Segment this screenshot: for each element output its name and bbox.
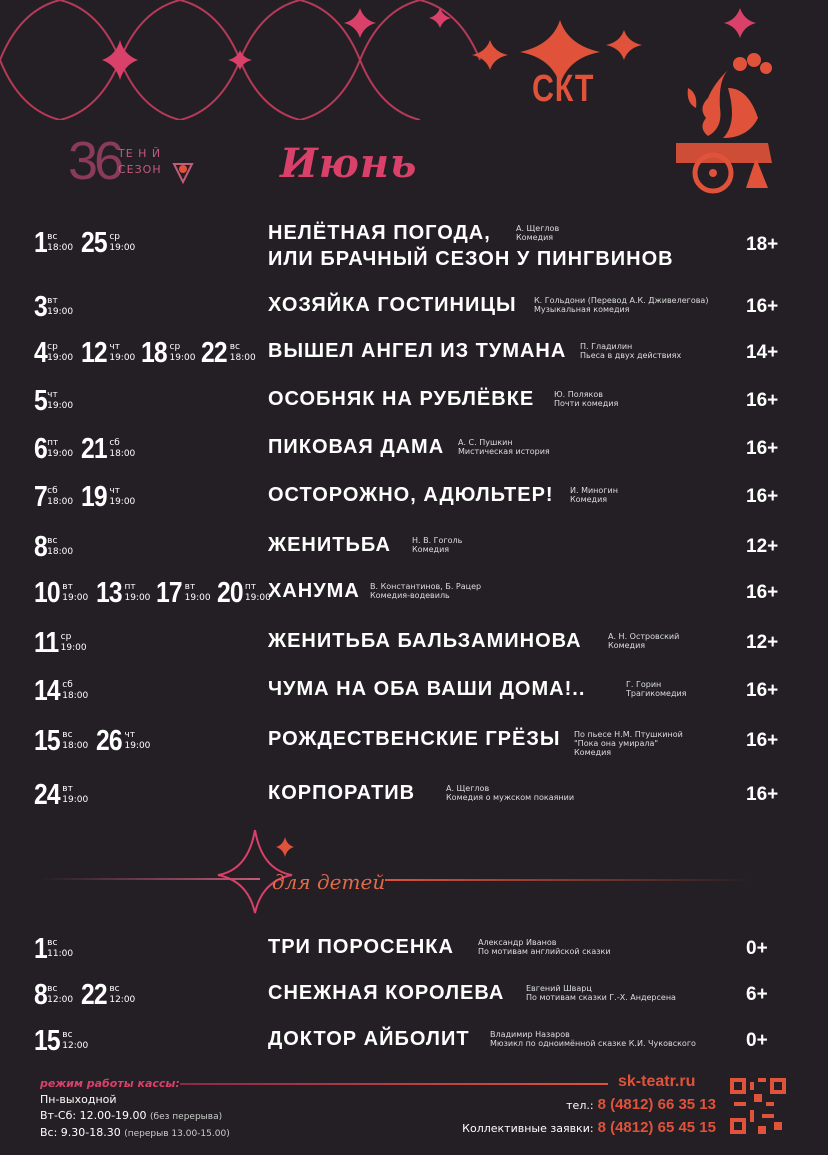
date-day: 25 (81, 227, 107, 259)
show-genre: По мотивам сказки Г.-Х. Андерсена (526, 993, 676, 1002)
show-date (34, 934, 73, 964)
date-time: 12:00 (109, 995, 136, 1005)
date-day: 24 (34, 779, 60, 811)
date-day: 15 (34, 1025, 60, 1057)
show-author: Г. Горин (626, 680, 662, 689)
show-genre: Комедия (608, 641, 646, 650)
date-time: 18:00 (47, 497, 74, 507)
date-time: 18:00 (229, 353, 256, 363)
show-author: По пьесе Н.М. Птушкиной (574, 730, 683, 739)
date-weekday: вс (47, 232, 58, 242)
date-time: 19:00 (62, 795, 89, 805)
show-date (34, 386, 73, 416)
show-dates (34, 434, 141, 464)
show-author: А. С. Пушкин (458, 438, 513, 447)
date-weekday: чт (109, 486, 120, 496)
show-genre: Комедия (570, 495, 608, 504)
kids-section-label: для детей (272, 870, 386, 894)
season-word: ТЕ Н Й СЕЗОН (118, 147, 162, 176)
date-weekday: чт (124, 730, 136, 740)
date-day: 15 (34, 725, 60, 757)
date-weekday: вт (184, 582, 196, 592)
show-dates (34, 628, 95, 658)
show-dates (34, 338, 262, 368)
date-weekday: вт (47, 296, 58, 306)
show-date (156, 578, 210, 608)
age-rating: 0+ (746, 938, 768, 959)
show-author: А. Щеглов (446, 784, 490, 793)
show-dates (34, 228, 141, 258)
date-time: 19:00 (47, 449, 74, 459)
show-genre: Мистическая история (458, 447, 550, 456)
age-rating: 16+ (746, 680, 779, 701)
date-weekday: вс (47, 984, 58, 994)
date-weekday: вс (47, 938, 58, 948)
date-weekday: ср (109, 232, 121, 242)
show-author: Александр Иванов (478, 938, 557, 947)
date-weekday: вс (109, 984, 120, 994)
month-title: Июнь (280, 140, 418, 187)
show-author: И. Миногин (570, 486, 618, 495)
date-day: 20 (216, 577, 243, 609)
date-day: 8 (34, 531, 47, 563)
show-dates (34, 532, 81, 562)
show-genre: Музыкальная комедия (534, 305, 630, 314)
date-time: 18:00 (62, 741, 89, 751)
date-time: 18:00 (47, 547, 74, 557)
website-link[interactable]: sk-teatr.ru (618, 1073, 696, 1090)
date-weekday: пт (47, 438, 59, 448)
show-genre-2: Комедия (574, 748, 612, 757)
date-weekday: чт (109, 342, 120, 352)
date-time: 19:00 (109, 497, 136, 507)
date-day: 1 (34, 933, 47, 965)
date-time: 11:00 (47, 949, 74, 959)
show-title: КОРПОРАТИВ (268, 782, 416, 804)
date-weekday: вт (62, 582, 73, 592)
city-emblem-icon (668, 48, 778, 198)
hours-line-3-note: (перерыв 13.00-15.00) (124, 1129, 230, 1139)
show-author: К. Гольдони (Перевод А.К. Дживелегова) (534, 296, 709, 305)
date-day: 21 (81, 433, 107, 465)
date-weekday: вс (62, 1030, 73, 1040)
date-weekday: сб (109, 438, 120, 448)
show-title: ТРИ ПОРОСЕНКА (268, 936, 454, 958)
show-genre: Почти комедия (554, 399, 619, 408)
date-time: 18:00 (47, 243, 74, 253)
age-rating: 16+ (746, 486, 779, 507)
date-time: 19:00 (169, 353, 196, 363)
show-date (34, 980, 73, 1010)
date-weekday: ср (47, 342, 58, 352)
date-time: 19:00 (244, 593, 271, 603)
show-dates (34, 1026, 96, 1056)
show-title: ЖЕНИТЬБА БАЛЬЗАМИНОВА (268, 630, 582, 652)
date-day: 4 (34, 337, 47, 369)
show-genre: Комедия (412, 545, 450, 554)
show-title: НЕЛЁТНАЯ ПОГОДА, (268, 222, 491, 244)
date-weekday: пт (244, 582, 257, 592)
date-time: 19:00 (47, 307, 74, 317)
show-date (201, 338, 255, 368)
show-date (81, 482, 135, 512)
show-dates (34, 578, 277, 608)
show-genre: Трагикомедия (626, 689, 687, 698)
show-date (81, 228, 135, 258)
show-author: А. Н. Островский (608, 632, 680, 641)
show-date (81, 338, 135, 368)
show-date (34, 482, 73, 512)
show-date (34, 434, 73, 464)
show-genre: Комедия о мужском покаянии (446, 793, 575, 802)
show-genre: Пьеса в двух действиях (580, 351, 682, 360)
box-office-hours (40, 1076, 230, 1142)
date-day: 8 (34, 979, 47, 1011)
show-date (34, 676, 88, 706)
date-time: 19:00 (60, 643, 87, 653)
age-rating: 0+ (746, 1030, 768, 1051)
date-day: 18 (141, 337, 168, 369)
date-time: 18:00 (109, 449, 136, 459)
show-dates (34, 676, 96, 706)
box-office-title: режим работы кассы: (40, 1077, 180, 1090)
show-date (81, 980, 135, 1010)
show-date (34, 578, 88, 608)
season-logo (68, 128, 198, 198)
show-author: В. Константинов, Б. Рацер (370, 582, 482, 591)
show-date (34, 292, 73, 322)
show-date (96, 578, 150, 608)
show-genre: Комедия (516, 233, 554, 242)
show-title-line-2: ИЛИ БРАЧНЫЙ СЕЗОН У ПИНГВИНОВ (268, 248, 674, 270)
show-date (34, 228, 73, 258)
date-weekday: сб (47, 486, 58, 496)
show-author: Евгений Шварц (526, 984, 592, 993)
show-date (34, 532, 73, 562)
date-weekday: вс (229, 342, 241, 352)
age-rating: 12+ (746, 632, 779, 653)
date-day: 1 (34, 227, 47, 259)
date-time: 19:00 (109, 353, 136, 363)
show-title: ОСТОРОЖНО, АДЮЛЬТЕР! (268, 484, 554, 506)
date-day: 14 (34, 675, 60, 707)
theatre-logo-text: СКТ (532, 68, 595, 110)
age-rating: 16+ (746, 390, 779, 411)
show-author: А. Щеглов (516, 224, 560, 233)
show-author: П. Гладилин (580, 342, 633, 351)
show-genre: "Пока она умирала" (574, 739, 659, 748)
show-dates (34, 980, 141, 1010)
age-rating: 12+ (746, 536, 779, 557)
date-day: 12 (81, 337, 107, 369)
date-day: 19 (81, 481, 107, 513)
show-date (34, 628, 87, 658)
show-author: Н. В. Гоголь (412, 536, 463, 545)
date-weekday: сб (62, 680, 73, 690)
age-rating: 6+ (746, 984, 768, 1005)
date-time: 19:00 (124, 741, 151, 751)
show-date (141, 338, 195, 368)
date-time: 12:00 (47, 995, 74, 1005)
hours-line-1: Пн-выходной (40, 1093, 117, 1106)
date-weekday: ср (169, 342, 181, 352)
show-title: ВЫШЕЛ АНГЕЛ ИЗ ТУМАНА (268, 340, 567, 362)
show-date (34, 338, 73, 368)
age-rating: 14+ (746, 342, 779, 363)
age-rating: 16+ (746, 438, 779, 459)
footer-line (180, 1083, 608, 1085)
phone-label: тел.: (566, 1099, 594, 1112)
hours-line-2-note: (без перерыва) (150, 1112, 223, 1122)
date-time: 18:00 (62, 691, 89, 701)
show-date (217, 578, 271, 608)
show-date (34, 780, 88, 810)
age-rating: 16+ (746, 784, 779, 805)
date-weekday: пт (124, 582, 136, 592)
group-phone-label: Коллективные заявки: (462, 1122, 594, 1135)
age-rating: 16+ (746, 730, 779, 751)
date-time: 12:00 (62, 1041, 89, 1051)
show-date (34, 1026, 88, 1056)
show-dates (34, 386, 81, 416)
show-title: ОСОБНЯК НА РУБЛЁВКЕ (268, 388, 535, 410)
show-dates (34, 934, 81, 964)
show-title: ЖЕНИТЬБА (268, 534, 391, 556)
date-time: 19:00 (47, 401, 74, 411)
show-title: ДОКТОР АЙБОЛИТ (268, 1028, 470, 1050)
date-weekday: вс (47, 536, 58, 546)
date-day: 13 (96, 577, 122, 609)
age-rating: 18+ (746, 234, 779, 255)
group-phone-row (462, 1119, 716, 1136)
show-date (34, 726, 88, 756)
hours-line-2: Вт-Сб: 12.00-19.00 (40, 1109, 147, 1122)
date-day: 3 (34, 291, 47, 323)
date-weekday: чт (47, 390, 58, 400)
date-weekday: вс (62, 730, 73, 740)
date-day: 6 (34, 433, 47, 465)
date-time: 19:00 (184, 593, 211, 603)
date-day: 7 (34, 481, 47, 513)
show-author: Ю. Поляков (554, 390, 603, 399)
date-time: 19:00 (124, 593, 151, 603)
show-date (96, 726, 150, 756)
date-time: 19:00 (109, 243, 136, 253)
show-author: Владимир Назаров (490, 1030, 570, 1039)
date-day: 10 (34, 577, 60, 609)
date-day: 22 (81, 979, 107, 1011)
show-title: ПИКОВАЯ ДАМА (268, 436, 445, 458)
show-date (81, 434, 135, 464)
age-rating: 16+ (746, 296, 779, 317)
date-weekday: ср (60, 632, 72, 642)
show-dates (34, 292, 81, 322)
triangle-icon (172, 162, 194, 184)
show-dates (34, 482, 141, 512)
date-weekday: вт (62, 784, 73, 794)
show-genre: Мюзикл по одноимённой сказке К.И. Чуковского (490, 1039, 696, 1048)
show-title: ХАНУМА (268, 580, 360, 602)
group-phone-number[interactable]: 8 (4812) 65 45 15 (597, 1119, 716, 1136)
show-genre: По мотивам английской сказки (478, 947, 611, 956)
date-time: 19:00 (47, 353, 74, 363)
show-title: ЧУМА НА ОБА ВАШИ ДОМА!.. (268, 678, 586, 700)
phone-number[interactable]: 8 (4812) 66 35 13 (597, 1096, 716, 1113)
phone-row (566, 1096, 716, 1113)
show-dates (34, 780, 96, 810)
date-day: 11 (34, 627, 59, 659)
qr-code-icon[interactable] (730, 1078, 786, 1134)
show-title: СНЕЖНАЯ КОРОЛЕВА (268, 982, 505, 1004)
date-day: 26 (96, 725, 122, 757)
season-number: 36 (68, 131, 121, 191)
date-day: 22 (201, 337, 228, 369)
date-time: 19:00 (62, 593, 89, 603)
show-title: РОЖДЕСТВЕНСКИЕ ГРЁЗЫ (268, 728, 561, 750)
show-dates (34, 726, 156, 756)
date-day: 17 (156, 577, 183, 609)
date-day: 5 (34, 385, 47, 417)
age-rating: 16+ (746, 582, 779, 603)
show-title: ХОЗЯЙКА ГОСТИНИЦЫ (268, 294, 517, 316)
kids-divider (0, 825, 828, 915)
hours-line-3: Вс: 9.30-18.30 (40, 1126, 121, 1139)
show-genre: Комедия-водевиль (370, 591, 450, 600)
